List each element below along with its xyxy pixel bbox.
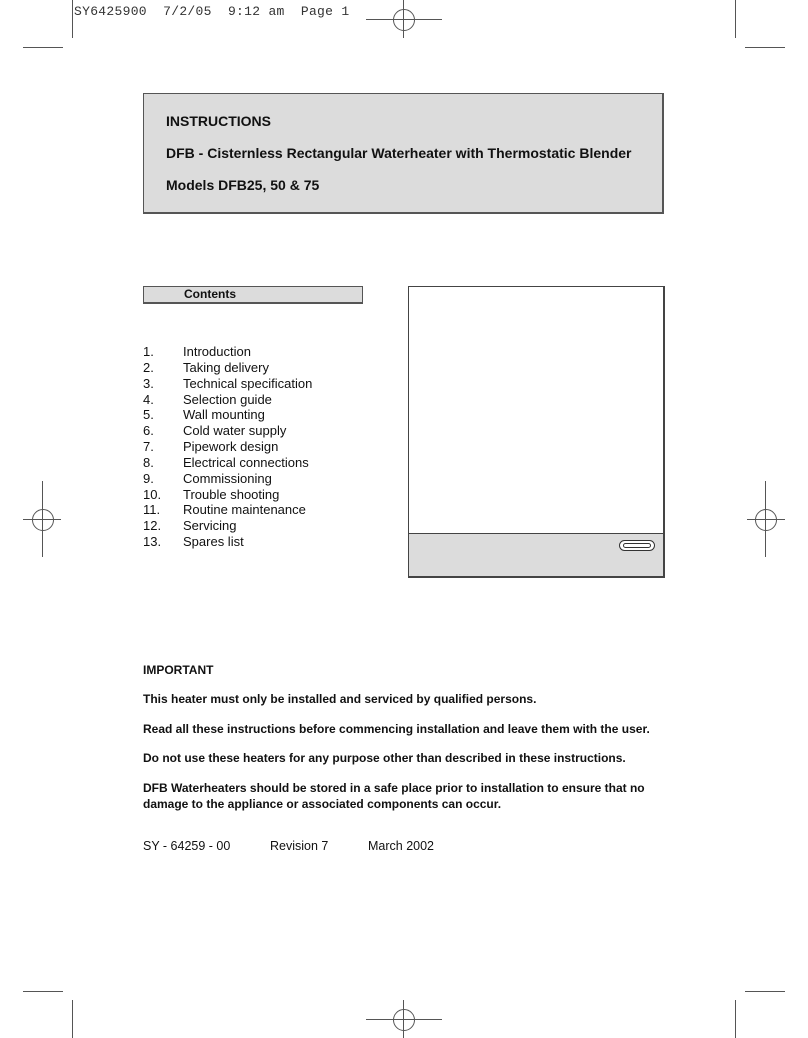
contents-item-number: 1. [143, 344, 154, 359]
contents-item [143, 518, 312, 534]
contents-item-number: 10. [143, 486, 162, 502]
contents-heading: Contents [143, 286, 363, 304]
crop-mark-tl-h [23, 47, 63, 48]
contents-item [143, 439, 312, 455]
print-slug [74, 4, 349, 19]
contents-item-number: 11. [143, 502, 161, 518]
footer-revision: Revision 7 [270, 839, 329, 853]
crop-mark-bl-v [72, 1000, 73, 1038]
reg-mark-top-circle [393, 9, 415, 31]
slug-code: SY6425900 [74, 4, 147, 19]
reg-mark-right-circle [755, 509, 777, 531]
title-box [143, 93, 664, 214]
contents-item-label: Spares list [183, 534, 244, 550]
important-line-1: This heater must only be installed and serviced by qualified persons. [143, 692, 537, 706]
slug-time: 9:12 am [227, 4, 285, 19]
contents-item-number: 7. [143, 439, 154, 455]
contents-item [143, 534, 312, 550]
contents-item [143, 455, 312, 471]
contents-item [143, 423, 312, 439]
contents-item-label: Wall mounting [183, 407, 265, 423]
crop-mark-tr-v [735, 0, 736, 38]
contents-item-label: Electrical connections [183, 454, 309, 470]
reg-mark-bottom-circle [393, 1009, 415, 1031]
important-line-3: Do not use these heaters for any purpose other than described in these instructions. [143, 751, 626, 765]
contents-item-number: 8. [143, 454, 154, 470]
contents-item-label: Commissioning [183, 470, 272, 486]
crop-mark-br-v [735, 1000, 736, 1038]
footer-code: SY - 64259 - 00 [143, 839, 231, 853]
contents-item [143, 487, 312, 503]
document-subtitle: DFB - Cisternless Rectangular Waterheater with Thermostatic Blender [166, 145, 632, 161]
contents-item-number: 4. [143, 391, 154, 407]
contents-item-label: Servicing [183, 518, 237, 534]
contents-item-label: Introduction [183, 344, 251, 359]
contents-item-label: Cold water supply [183, 423, 287, 439]
contents-item-number: 13. [143, 534, 162, 550]
footer-date: March 2002 [368, 839, 435, 853]
contents-item-number: 2. [143, 359, 154, 375]
crop-mark-br-h [745, 991, 785, 992]
important-line-2: Read all these instructions before commencing installation and leave them with the user. [143, 722, 650, 736]
contents-item-number: 6. [143, 423, 154, 439]
contents-item-number: 12. [143, 518, 162, 534]
document-heading: INSTRUCTIONS [166, 113, 271, 129]
contents-item [143, 407, 312, 423]
slug-date: 7/2/05 [163, 4, 212, 19]
document-models: Models DFB25, 50 & 75 [166, 177, 320, 193]
contents-item-number: 3. [143, 375, 154, 391]
contents-item-label: Trouble shooting [183, 486, 280, 502]
contents-item [143, 376, 312, 392]
contents-item-label: Technical specification [183, 375, 313, 391]
important-heading: IMPORTANT [143, 663, 214, 677]
contents-list [143, 344, 312, 550]
heater-illustration [408, 286, 665, 578]
heater-handle-icon [619, 540, 655, 551]
important-line-4b: damage to the appliance or associated components can occur. [143, 797, 502, 811]
heater-front-panel [409, 533, 663, 576]
crop-mark-tr-h [745, 47, 785, 48]
contents-item [143, 344, 312, 360]
crop-mark-tl-v [72, 0, 73, 38]
contents-item [143, 392, 312, 408]
contents-item-label: Taking delivery [183, 359, 269, 375]
reg-mark-left-circle [32, 509, 54, 531]
contents-item [143, 502, 312, 518]
contents-item-label: Pipework design [183, 439, 279, 455]
crop-mark-bl-h [23, 991, 63, 992]
contents-item-number: 5. [143, 407, 154, 423]
important-line-4a: DFB Waterheaters should be stored in a safe place prior to installation to ensure that no [143, 781, 645, 795]
slug-page: Page 1 [300, 4, 350, 19]
contents-item-number: 9. [143, 470, 154, 486]
contents-item [143, 360, 312, 376]
contents-item [143, 471, 312, 487]
contents-item-label: Selection guide [183, 391, 272, 407]
contents-item-label: Routine maintenance [183, 502, 306, 518]
